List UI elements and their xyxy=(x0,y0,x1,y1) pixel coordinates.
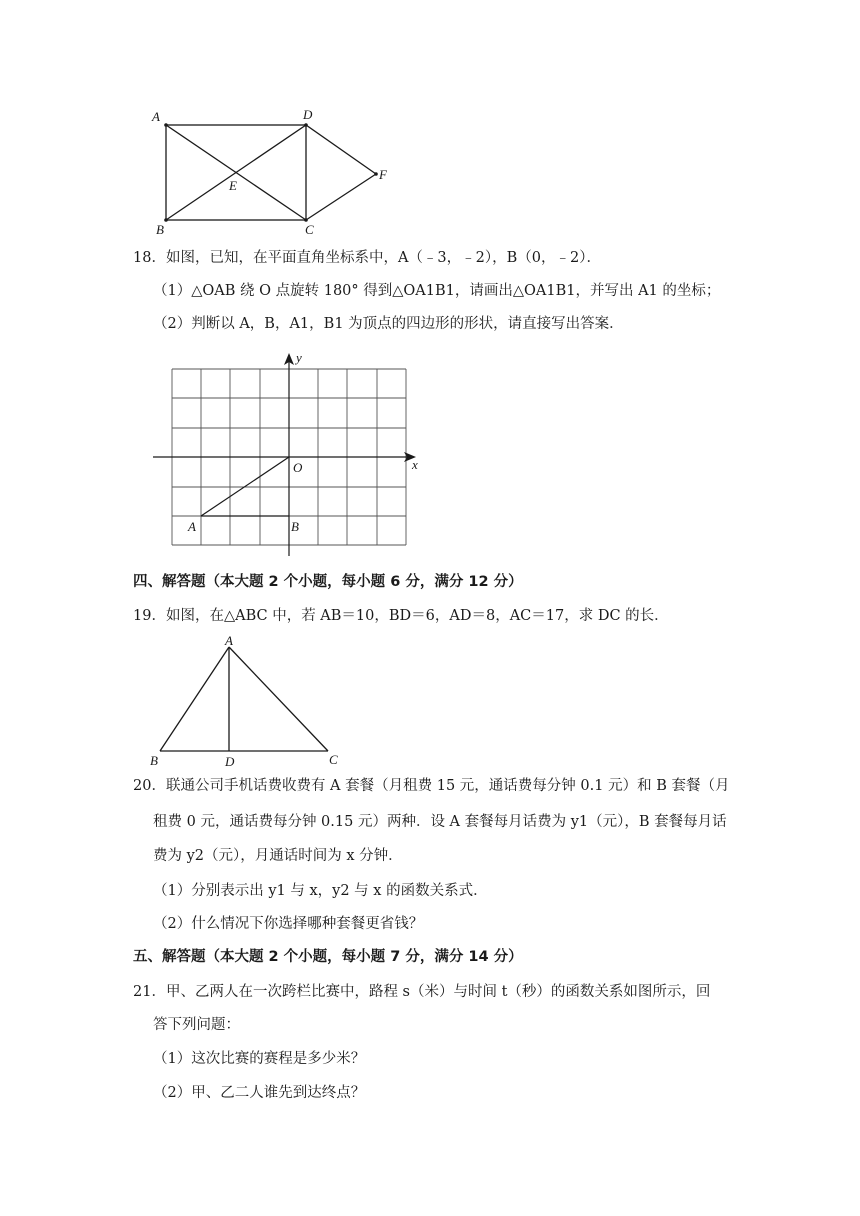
segment-oa xyxy=(201,457,289,516)
coordinate-grid-figure xyxy=(150,348,430,558)
label-b: B xyxy=(150,753,158,768)
q18-part1: （1）△OAB 绕 O 点旋转 180° 得到△OA1B1，请画出△OA1B1，并写出 A1 的坐标； xyxy=(153,283,721,299)
label-o: O xyxy=(293,460,303,475)
q21-part2: （2）甲、乙二人谁先到达终点？ xyxy=(153,1085,366,1101)
q18-stem: 18．如图，已知，在平面直角坐标系中，A（﹣3，﹣2），B（0，﹣2）． xyxy=(133,250,601,266)
label-d: D xyxy=(303,107,313,122)
section4-heading: 四、解答题（本大题 2 个小题，每小题 6 分，满分 12 分） xyxy=(133,574,523,590)
segment-df xyxy=(306,125,376,174)
label-x: x xyxy=(412,457,418,472)
side-ab xyxy=(160,647,229,751)
label-b: B xyxy=(156,222,164,237)
q19-stem: 19．如图，在△ABC 中，若 AB＝10，BD＝6，AD＝8，AC＝17，求 DC 的长． xyxy=(133,608,669,624)
label-a: A xyxy=(225,633,233,648)
q21-line1: 21．甲、乙两人在一次跨栏比赛中，路程 s（米）与时间 t（秒）的函数关系如图所示，回 xyxy=(133,984,711,1000)
segment-cf xyxy=(306,174,376,220)
q21-part1: （1）这次比赛的赛程是多少米？ xyxy=(153,1051,366,1067)
label-a: A xyxy=(152,109,160,124)
label-c: C xyxy=(305,222,314,237)
label-e: E xyxy=(229,178,237,193)
label-b: B xyxy=(291,519,299,534)
q20-line3: 费为 y2（元），月通话时间为 x 分钟． xyxy=(153,848,403,864)
label-a: A xyxy=(188,519,196,534)
q20-part1: （1）分别表示出 y1 与 x，y2 与 x 的函数关系式． xyxy=(153,883,488,899)
rectangle-figure xyxy=(140,100,400,240)
triangle-figure xyxy=(140,633,360,768)
label-f: F xyxy=(379,167,387,182)
q20-line2: 租费 0 元，通话费每分钟 0.15 元）两种．设 A 套餐每月话费为 y1（元），B 套餐每月话 xyxy=(153,814,727,830)
label-d: D xyxy=(225,754,235,768)
label-y: y xyxy=(296,350,302,365)
section5-heading: 五、解答题（本大题 2 个小题，每小题 7 分，满分 14 分） xyxy=(133,949,523,965)
q20-line1: 20．联通公司手机话费收费有 A 套餐（月租费 15 元，通话费每分钟 0.1 元）和 B 套餐（月 xyxy=(133,778,730,794)
q21-line2: 答下列问题： xyxy=(153,1017,240,1033)
q20-part2: （2）什么情况下你选择哪种套餐更省钱？ xyxy=(153,916,424,932)
q18-part2: （2）判断以 A，B，A1，B1 为顶点的四边形的形状，请直接写出答案． xyxy=(153,316,624,332)
side-ac xyxy=(229,647,328,751)
label-c: C xyxy=(329,752,338,767)
